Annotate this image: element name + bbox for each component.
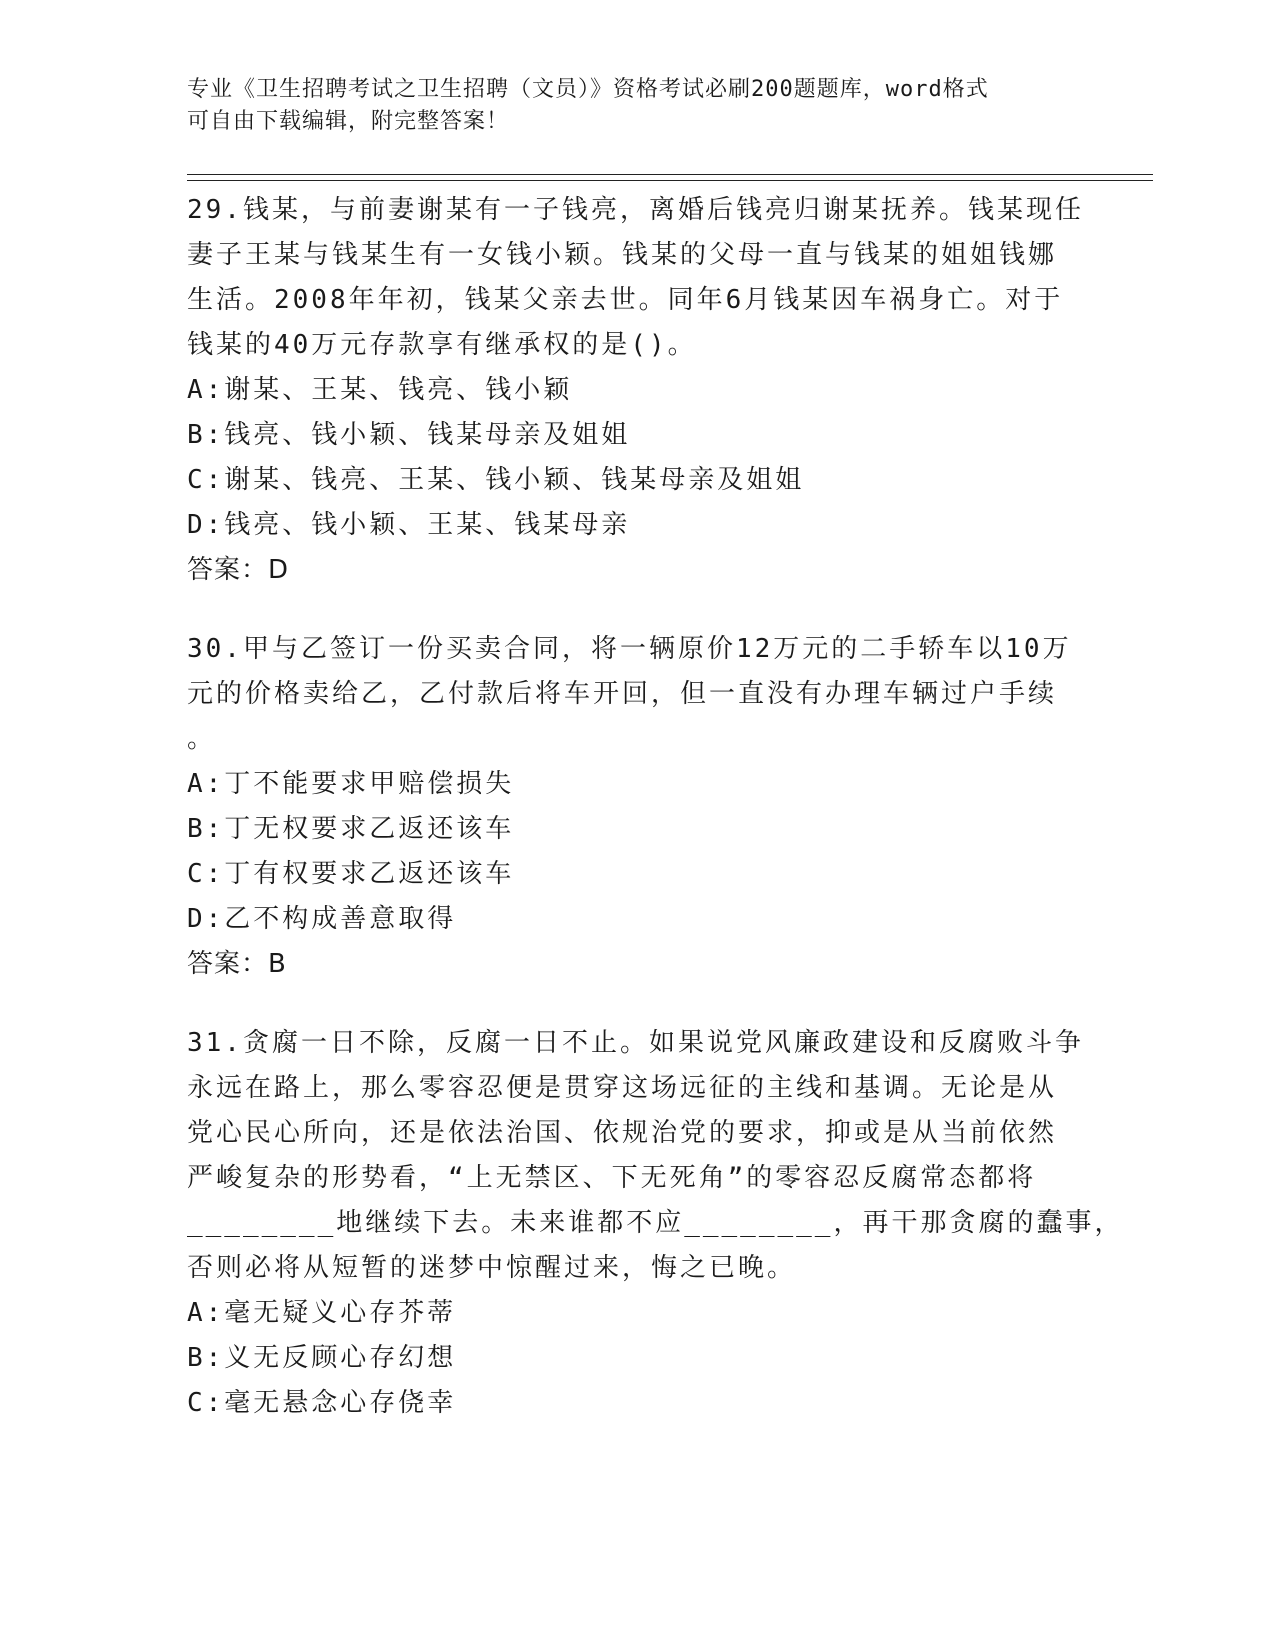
question-text-line: 永远在路上，那么零容忍便是贯穿这场远征的主线和基调。无论是从	[187, 1073, 1058, 1103]
option-c: C:谢某、钱亮、王某、钱小颖、钱某母亲及姐姐	[187, 465, 805, 495]
header-line-2: 可自由下载编辑，附完整答案！	[187, 109, 510, 134]
option-d: D:钱亮、钱小颖、王某、钱某母亲	[187, 510, 631, 540]
option-a: A:谢某、王某、钱亮、钱小颖	[187, 375, 573, 405]
question-text-line: 党心民心所向，还是依法治国、依规治党的要求，抑或是从当前依然	[187, 1118, 1058, 1148]
question-text-line: 31.贪腐一日不除，反腐一日不止。如果说党风廉政建设和反腐败斗争	[187, 1028, 1084, 1058]
question-text-line: 元的价格卖给乙，乙付款后将车开回，但一直没有办理车辆过户手续	[187, 679, 1058, 709]
option-c: C:丁有权要求乙返还该车	[187, 859, 515, 889]
question-text-line: ________地继续下去。未来谁都不应________，再干那贪腐的蠢事，	[187, 1208, 1124, 1238]
question-30	[187, 627, 1087, 987]
option-b: B:丁无权要求乙返还该车	[187, 814, 515, 844]
question-text-line: 生活。2008年年初，钱某父亲去世。同年6月钱某因车祸身亡。对于	[187, 285, 1064, 315]
question-text-line: 钱某的40万元存款享有继承权的是()。	[187, 330, 697, 360]
answer-label: 答案：D	[187, 555, 290, 585]
answer-label: 答案：B	[187, 949, 287, 979]
question-text-line: 。	[187, 724, 217, 754]
questions-list	[187, 188, 1124, 1460]
header-divider	[187, 174, 1153, 181]
document-header	[187, 74, 1067, 138]
question-text-line: 30.甲与乙签订一份买卖合同，将一辆原价12万元的二手轿车以10万	[187, 634, 1072, 664]
question-29	[187, 188, 1087, 593]
question-text-line: 29.钱某，与前妻谢某有一子钱亮，离婚后钱亮归谢某抚养。钱某现任	[187, 195, 1084, 225]
option-d: D:乙不构成善意取得	[187, 904, 457, 934]
option-a: A:丁不能要求甲赔偿损失	[187, 769, 515, 799]
question-31	[187, 1021, 1124, 1426]
option-b: B:钱亮、钱小颖、钱某母亲及姐姐	[187, 420, 631, 450]
option-a: A:毫无疑义心存芥蒂	[187, 1298, 457, 1328]
option-c: C:毫无悬念心存侥幸	[187, 1388, 457, 1418]
option-b: B:义无反顾心存幻想	[187, 1343, 457, 1373]
question-text-line: 否则必将从短暂的迷梦中惊醒过来，悔之已晚。	[187, 1253, 797, 1283]
question-text-line: 严峻复杂的形势看，“上无禁区、下无死角”的零容忍反腐常态都将	[187, 1163, 1037, 1193]
header-line-1: 专业《卫生招聘考试之卫生招聘（文员）》资格考试必刷200题题库，word格式	[187, 77, 989, 102]
question-text-line: 妻子王某与钱某生有一女钱小颖。钱某的父母一直与钱某的姐姐钱娜	[187, 240, 1058, 270]
